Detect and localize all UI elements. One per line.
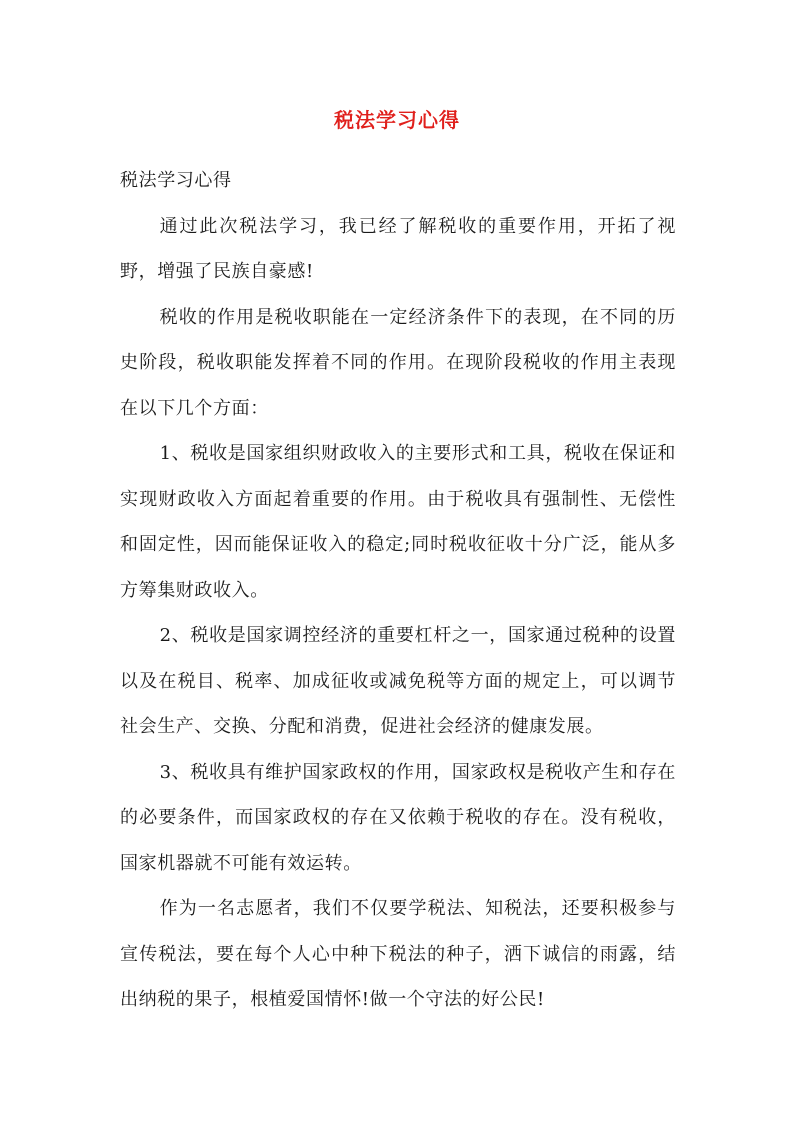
document-subtitle: 税法学习心得 (120, 170, 232, 191)
paragraph-point-2: 2、税收是国家调控经济的重要杠杆之一，国家通过税种的设置以及在税目、税率、加成征收或减免税等方面的规定上，可以调节社会生产、交换、分配和消费，促进社会经济的健康发展。 (120, 625, 676, 737)
paragraph-tax-role: 税收的作用是税收职能在一定经济条件下的表现，在不同的历史阶段，税收职能发挥着不同的作用。在现阶段税收的作用主表现在以下几个方面： (120, 306, 676, 419)
paragraph-point-3: 3、税收具有维护国家政权的作用，国家政权是税收产生和存在的必要条件，而国家政权的存在又依赖于税收的存在。没有税收，国家机器就不可能有效运转。 (120, 761, 676, 874)
paragraph-point-1: 1、税收是国家组织财政收入的主要形式和工具，税收在保证和实现财政收入方面起着重要的作用。由于税收具有强制性、无偿性和固定性，因而能保证收入的稳定;同时税收征收十分广泛，能从多方筹集财政收入。 (120, 443, 676, 601)
document-body (120, 158, 676, 1023)
paragraph-conclusion: 作为一名志愿者，我们不仅要学税法、知税法，还要积极参与宣传税法，要在每个人心中种下税法的种子，洒下诚信的雨露，结出纳税的果子，根植爱国情怀!做一个守法的好公民! (120, 898, 676, 1010)
paragraph-intro: 通过此次税法学习，我已经了解税收的重要作用，开拓了视野，增强了民族自豪感! (120, 215, 676, 282)
document-title: 税法学习心得 (334, 108, 460, 132)
